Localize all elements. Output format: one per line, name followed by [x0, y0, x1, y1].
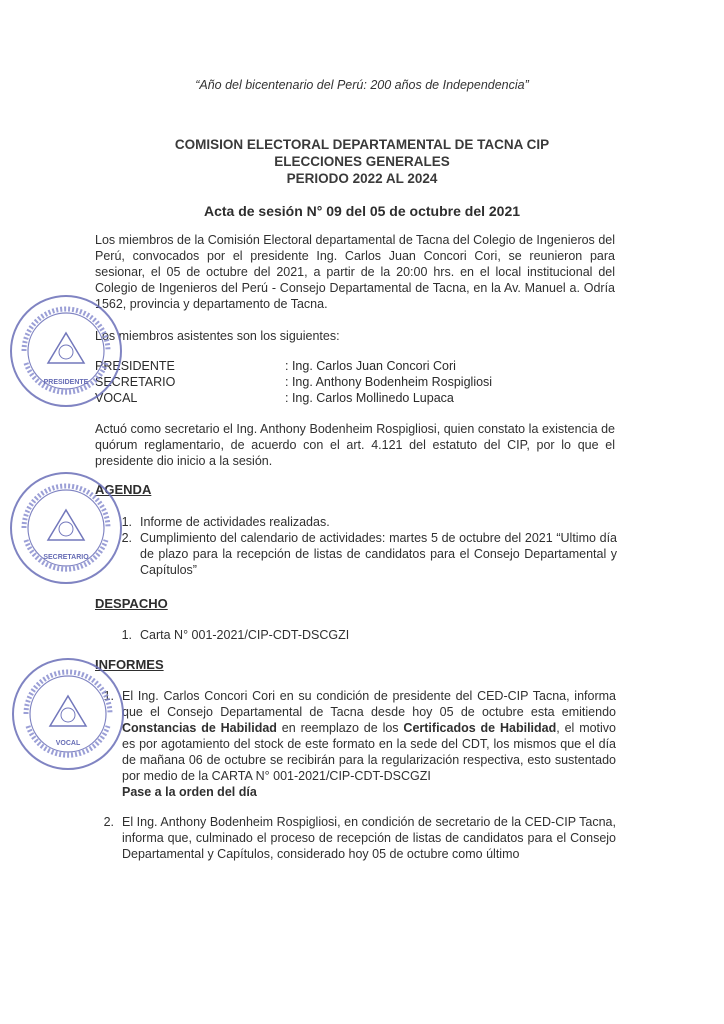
list-text [122, 688, 616, 800]
seal-label: SECRETARIO [43, 554, 89, 561]
list-number: 1. [121, 628, 132, 642]
list-text: Cumplimiento del calendario de actividades: martes 5 de octubre del 2021 “Ultimo día de plazo para la recepción de listas de candidatos para el Consejo Departamental y Capítulos” [140, 531, 617, 577]
seal-icon [12, 474, 120, 582]
list-text: El Ing. Anthony Bodenheim Rospigliosi, en condición de secretario de la CED-CIP Tacna, informa que, culminado el proceso de recepción de listas de candidatos para el Consejo Departamental y Capítulos, considerado hoy 05 de octubre como último [122, 815, 616, 861]
document-header [0, 136, 724, 187]
motto: “Año del bicentenario del Perú: 200 años de Independencia” [195, 78, 529, 92]
member-role: VOCAL [95, 391, 138, 405]
list-number: 2. [103, 815, 114, 829]
list-number: 2. [121, 531, 132, 545]
despacho-heading: DESPACHO [95, 596, 168, 611]
header-line: COMISION ELECTORAL DEPARTAMENTAL DE TACNA CIP [174, 137, 550, 152]
member-row [95, 374, 615, 390]
intro-paragraph: Los miembros de la Comisión Electoral departamental de Tacna del Colegio de Ingenieros del Perú, convocados por el presidente Ing. Carlos Juan Concori Cori, se reunieron para sesionar, el 05 de octubre del 2021, a partir de la 20:00 hrs. en el local institucional del Colegio de Ingenieros del Perú - Consejo Departamental de Tacna, en la Av. Manuel a. Odría 1562, provincia y departamento de Tacna. [95, 233, 615, 311]
despacho-list [97, 627, 617, 643]
member-name: : Ing. Carlos Mollinedo Lupaca [285, 391, 454, 405]
members-list [95, 358, 615, 406]
seal-stamp [10, 472, 122, 584]
seal-icon [12, 297, 120, 405]
list-text: Informe de actividades realizadas. [140, 515, 330, 529]
member-row [95, 358, 615, 374]
list-item [97, 688, 616, 800]
quorum-paragraph: Actuó como secretario el Ing. Anthony Bodenheim Rospigliosi, quien constato la existencia de quórum reglamentario, de acuerdo con el art. 4.121 del estatuto del CIP, por lo que el presidente dio inicio a la sesión. [95, 422, 615, 468]
member-name: : Ing. Anthony Bodenheim Rospigliosi [285, 375, 493, 389]
seal-icon [14, 660, 122, 768]
informes-heading: INFORMES [95, 657, 164, 672]
member-role: SECRETARIO [95, 375, 176, 389]
list-number: 1. [121, 515, 132, 529]
header-line: PERIODO 2022 AL 2024 [286, 171, 438, 186]
informe-bold: Certificados de Habilidad [403, 721, 557, 735]
informe-bold: Constancias de Habilidad [122, 721, 277, 735]
list-item [97, 627, 617, 643]
list-item [97, 530, 617, 578]
acta-title: Acta de sesión N° 09 del 05 de octubre del 2021 [203, 203, 521, 219]
seal-stamp [10, 295, 122, 407]
member-name: : Ing. Carlos Juan Concori Cori [285, 359, 456, 373]
informes-list [97, 688, 616, 862]
list-item [97, 814, 616, 862]
header-line: ELECCIONES GENERALES [274, 154, 450, 169]
informe-text: El Ing. Carlos Concori Cori en su condición de presidente del CED-CIP Tacna, informa que el Consejo Departamental de Tacna desde hoy 05 de octubre esta emitiendo [122, 689, 616, 719]
informe-closing: Pase a la orden del día [122, 785, 257, 799]
seal-stamp [12, 658, 124, 770]
agenda-heading: AGENDA [95, 482, 152, 497]
informe-text: en reemplazo de los [276, 721, 404, 735]
list-text: Carta N° 001-2021/CIP-CDT-DSCGZI [140, 628, 350, 642]
asistentes-intro: Los miembros asistentes son los siguientes: [95, 329, 340, 343]
informe-text: , el motivo es por agotamiento del stock de este formato en la sede del CDT, los mismos que el día de mañana 06 de octubre se recibirán para la regularización respectiva, esto sustentado por medio de la CARTA N° 001-2021/CIP-CDT-DSCGZI [122, 721, 617, 783]
list-number: 1. [103, 689, 114, 703]
member-role: PRESIDENTE [95, 359, 175, 373]
list-item [97, 514, 617, 530]
seal-label: VOCAL [55, 740, 81, 747]
agenda-list [97, 514, 617, 578]
seal-label: PRESIDENTE [43, 379, 89, 386]
member-row [95, 390, 615, 406]
